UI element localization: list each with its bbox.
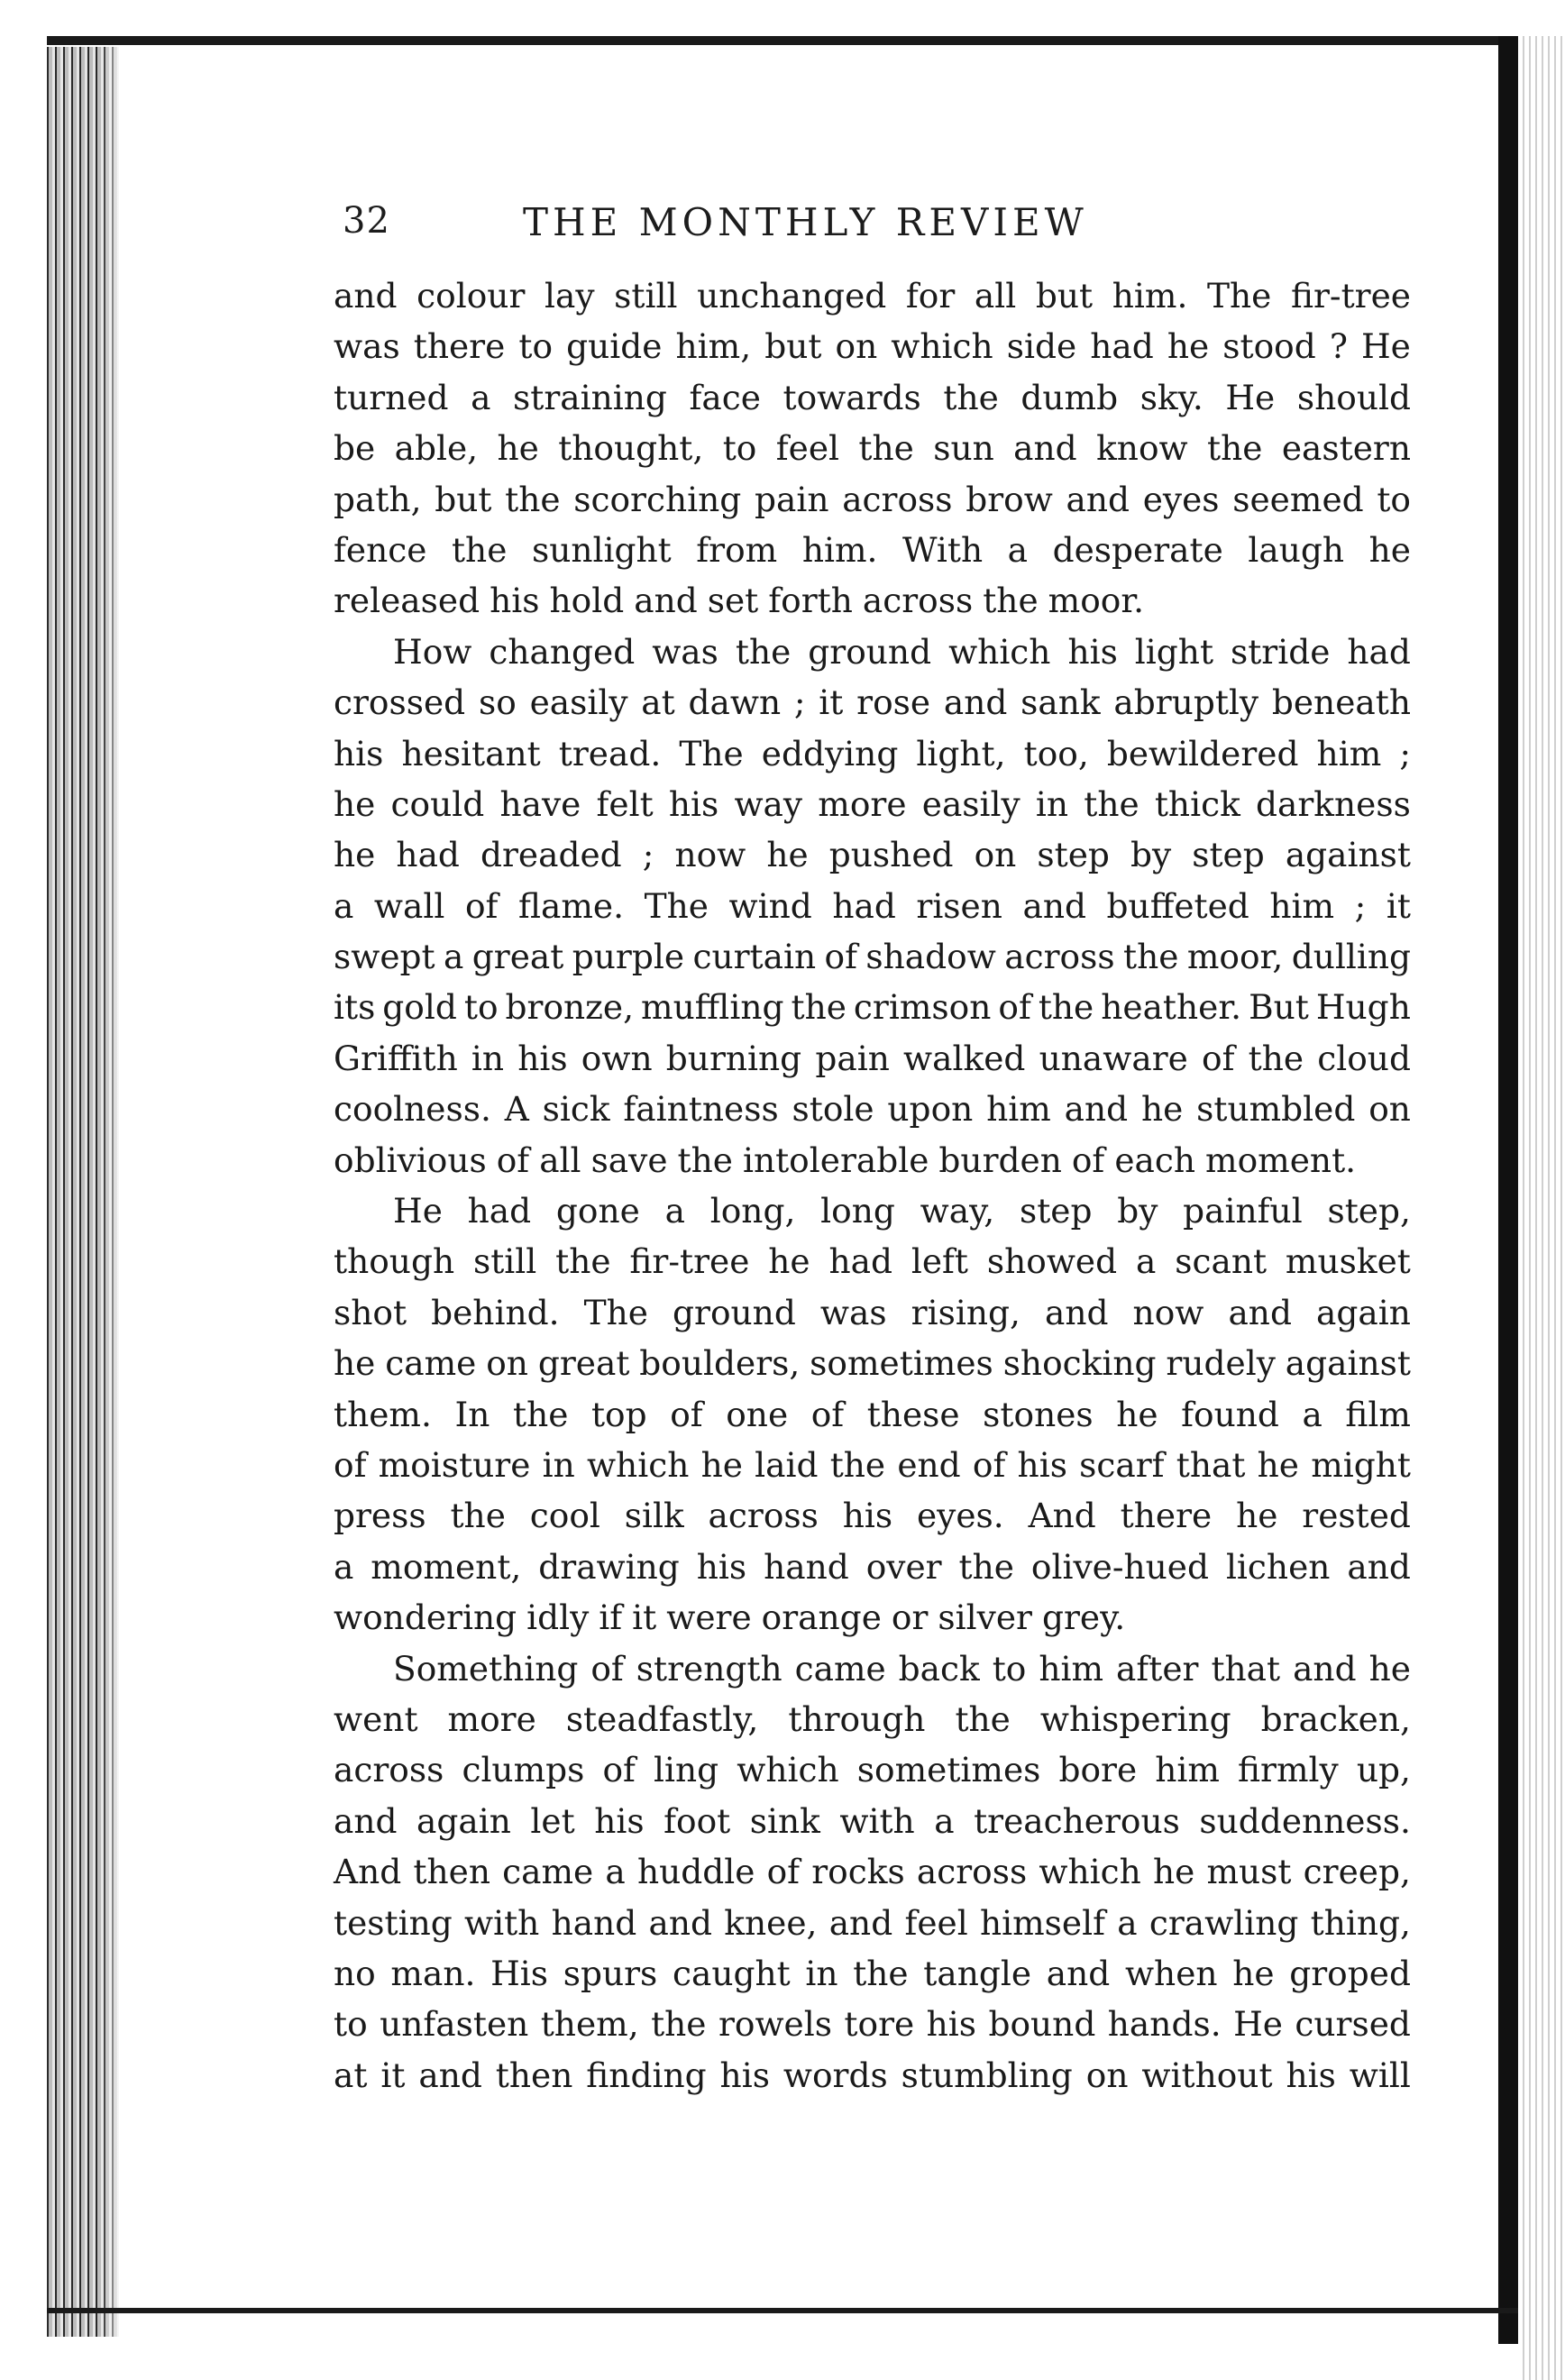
page-binding-shadow xyxy=(101,47,128,2337)
text-line: to unfasten them, the rowels tore his bound hands. He cursed xyxy=(334,2004,1411,2045)
paragraph xyxy=(334,1185,1411,1643)
text-line: wondering idly if it were orange or silver grey. xyxy=(334,1597,1126,1638)
text-line: and again let his foot sink with a treacherous suddenness. xyxy=(334,1800,1411,1841)
paragraph xyxy=(334,1643,1411,2101)
scan-bottom-border xyxy=(47,2308,1518,2313)
text-line: and colour lay still unchanged for all but him. The fir-tree xyxy=(334,276,1411,316)
text-line: He had gone a long, long way, step by painful step, xyxy=(393,1191,1411,1231)
text-line: though still the fir-tree he had left showed a scant musket xyxy=(334,1241,1411,1282)
text-line: across clumps of ling which sometimes bore him firmly up, xyxy=(334,1750,1411,1790)
text-line: his hesitant tread. The eddying light, too, bewildered him ; xyxy=(334,733,1411,774)
text-line: coolness. A sick faintness stole upon him and he stumbled on xyxy=(334,1089,1411,1130)
text-line: path, but the scorching pain across brow and eyes seemed to xyxy=(334,479,1411,519)
text-line: no man. His spurs caught in the tangle and when he groped xyxy=(334,1953,1411,1993)
paragraph xyxy=(334,270,1411,627)
text-line: And then came a huddle of rocks across which he must creep, xyxy=(334,1852,1411,1892)
text-line: Something of strength came back to him after that and he xyxy=(393,1648,1411,1689)
text-line: a moment, drawing his hand over the olive-hued lichen and xyxy=(334,1546,1411,1587)
page-stack-edge xyxy=(1518,36,1565,2380)
running-head xyxy=(343,200,1388,254)
scan-right-border xyxy=(1498,36,1518,2344)
text-line: its gold to bronze, muffling the crimson of the heather. But Hugh xyxy=(334,987,1411,1028)
body-text xyxy=(334,270,1411,2101)
text-line: at it and then finding his words stumbling on without his will xyxy=(334,2055,1411,2095)
text-line: them. In the top of one of these stones he found a film xyxy=(334,1394,1411,1434)
text-line: turned a straining face towards the dumb sky. He should xyxy=(334,377,1411,417)
text-line: How changed was the ground which his light stride had xyxy=(393,631,1411,672)
text-line: fence the sunlight from him. With a desperate laugh he xyxy=(334,529,1411,570)
paragraph xyxy=(334,627,1411,1185)
text-line: he had dreaded ; now he pushed on step by step against xyxy=(334,835,1411,875)
text-line: oblivious of all save the intolerable burden of each moment. xyxy=(334,1140,1357,1180)
text-line: shot behind. The ground was rising, and now and again xyxy=(334,1292,1411,1332)
text-line: went more steadfastly, through the whispering bracken, xyxy=(334,1698,1411,1739)
text-line: press the cool silk across his eyes. And there he rested xyxy=(334,1496,1411,1536)
text-line: crossed so easily at dawn ; it rose and sank abruptly beneath xyxy=(334,682,1411,723)
text-line: testing with hand and knee, and feel himself a crawling thing, xyxy=(334,1902,1411,1943)
scan-top-border xyxy=(47,36,1525,45)
text-line: swept a great purple curtain of shadow across the moor, dulling xyxy=(334,937,1411,977)
text-line: of moisture in which he laid the end of his scarf that he might xyxy=(334,1444,1411,1485)
text-line: be able, he thought, to feel the sun and know the eastern xyxy=(334,428,1411,469)
text-line: he came on great boulders, sometimes shocking rudely against xyxy=(334,1343,1411,1384)
text-line: he could have felt his way more easily in the thick darkness xyxy=(334,783,1411,824)
page-number: 32 xyxy=(343,200,390,242)
text-line: Griffith in his own burning pain walked unaware of the cloud xyxy=(334,1038,1411,1078)
text-line: released his hold and set forth across the moor. xyxy=(334,581,1145,621)
text-line: a wall of flame. The wind had risen and buffeted him ; it xyxy=(334,885,1411,926)
running-title: THE MONTHLY REVIEW xyxy=(523,200,1088,244)
text-line: was there to guide him, but on which side had he stood ? He xyxy=(334,326,1411,367)
